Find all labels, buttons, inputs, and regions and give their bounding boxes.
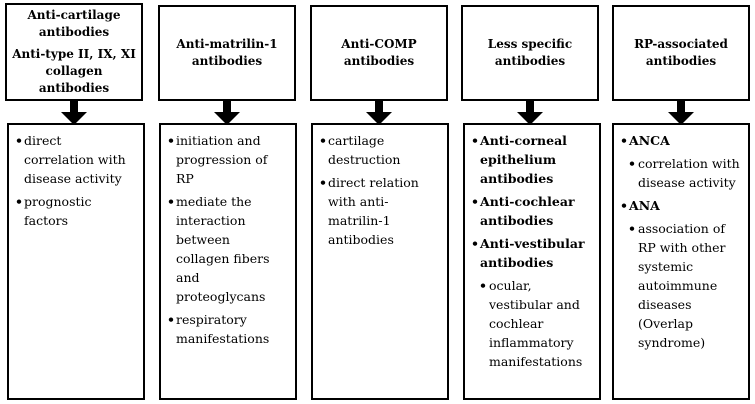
header-line: Anti-COMP	[341, 37, 417, 51]
header-line: antibodies	[191, 54, 263, 68]
bullet-item: • ANA	[620, 196, 740, 215]
header-line: Anti-cartilage	[27, 8, 121, 22]
detail-box-3	[311, 123, 449, 400]
bullet-item: • ANCA	[620, 131, 740, 150]
bullet-item: • respiratory manifestations	[167, 310, 287, 348]
header-line: collagen antibodies	[38, 64, 110, 95]
bullet-item: • Anti-vestibular antibodies	[471, 234, 591, 272]
sub-bullet-item: • ocular, vestibular and cochlear inflammatory manifestations	[471, 276, 591, 371]
bullet-item: • prognostic factors	[15, 192, 135, 230]
detail-box-5	[612, 123, 750, 400]
header-box-4	[461, 5, 599, 101]
sub-bullet-item: • correlation with disease activity	[620, 154, 740, 192]
header-line: Less specific	[487, 37, 573, 51]
bullet-item: • Anti-cochlear antibodies	[471, 192, 591, 230]
bullet-item: • initiation and progression of RP	[167, 131, 287, 188]
detail-box-4	[463, 123, 601, 400]
header-box-5	[612, 5, 750, 101]
header-box-2	[158, 5, 296, 101]
header-line: RP-associated	[634, 37, 728, 51]
header-box-3	[310, 5, 448, 101]
header-line: antibodies	[645, 54, 717, 68]
detail-box-1	[7, 123, 145, 400]
header-line: antibodies	[38, 25, 110, 39]
header-line: Anti-type II, IX, XI	[12, 47, 136, 61]
bullet-item: • cartilage destruction	[319, 131, 439, 169]
header-box-1	[5, 3, 143, 101]
bullet-item: • direct correlation with disease activity	[15, 131, 135, 188]
header-line: antibodies	[494, 54, 566, 68]
header-line: antibodies	[343, 54, 415, 68]
bullet-item: • Anti-corneal epithelium antibodies	[471, 131, 591, 188]
bullet-item: • direct relation with anti-matrilin-1 antibodies	[319, 173, 439, 249]
detail-box-2	[159, 123, 297, 400]
sub-bullet-item: • association of RP with other systemic autoimmune diseases (Overlap syndrome)	[620, 219, 740, 352]
bullet-item: • mediate the interaction between collagen fibers and proteoglycans	[167, 192, 287, 306]
header-line: Anti-matrilin-1	[176, 37, 278, 51]
